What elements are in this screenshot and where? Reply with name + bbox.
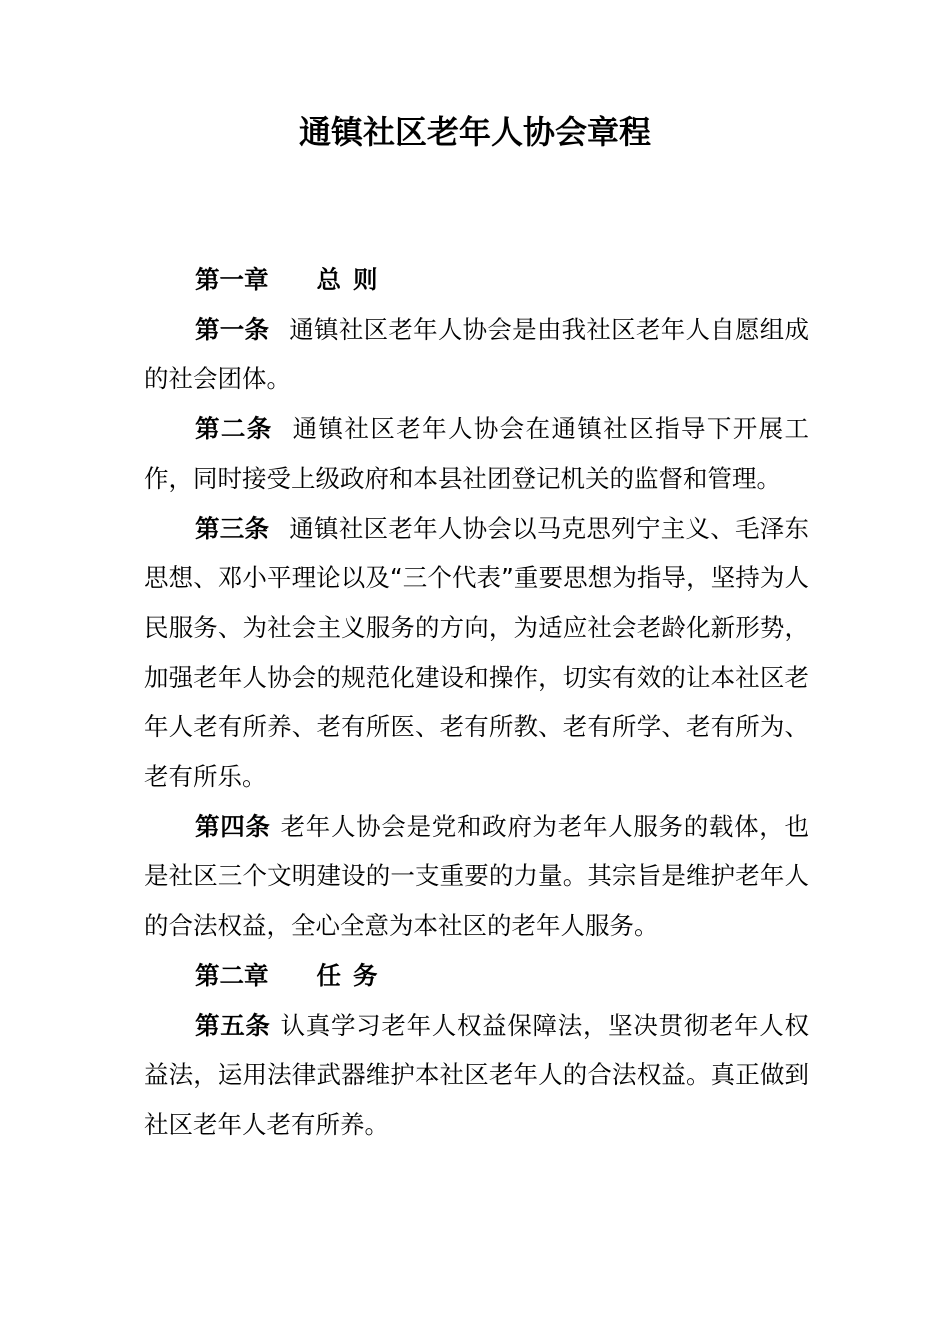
article-label: 第三条: [195, 513, 270, 543]
chapter-number: 第二章: [195, 960, 269, 990]
article-text: 老年人协会是党和政府为老年人服务的载体，也是社区三个文明建设的一支重要的力量。其宗旨是维护老年人的合法权益，全心全意为本社区的老年人服务。: [144, 811, 810, 941]
article-paragraph-2: [144, 404, 809, 503]
chapter-name: 总则: [316, 265, 390, 294]
article-label: 第四条: [195, 811, 271, 841]
chapter-heading-2: [144, 951, 809, 1001]
article-paragraph-4: [144, 802, 809, 951]
article-paragraph-3: [144, 504, 809, 802]
article-text: 认真学习老年人权益保障法，坚决贯彻老年人权益法，运用法律武器维护本社区老年人的合法权益。真正做到社区老年人老有所养。: [144, 1010, 810, 1139]
article-text: 通镇社区老年人协会在通镇社区指导下开展工作，同时接受上级政府和本县社团登记机关的监督和管理。: [144, 414, 810, 493]
article-paragraph-1: [144, 305, 809, 404]
chapter-name: 任务: [316, 960, 390, 990]
article-label: 第一条: [195, 314, 270, 344]
article-label: 第五条: [195, 1010, 271, 1040]
document-body: [144, 255, 809, 1150]
article-text: 通镇社区老年人协会是由我社区老年人自愿组成的社会团体。: [144, 314, 810, 394]
chapter-number: 第一章: [195, 265, 269, 294]
document-title: 通镇社区老年人协会章程: [298, 113, 651, 151]
article-paragraph-5: [144, 1001, 809, 1150]
article-label: 第二条: [195, 414, 273, 444]
article-text: 通镇社区老年人协会以马克思列宁主义、毛泽东思想、邓小平理论以及“三个代表”重要思想为指导，坚持为人民服务、为社会主义服务的方向，为适应社会老龄化新形势，加强老年人协会的规范化建设和操作，切实有效的让本社区老年人老有所养、老有所医、老有所教、老有所学、老有所为、老有所乐。: [144, 513, 810, 792]
chapter-heading-1: [144, 255, 809, 305]
